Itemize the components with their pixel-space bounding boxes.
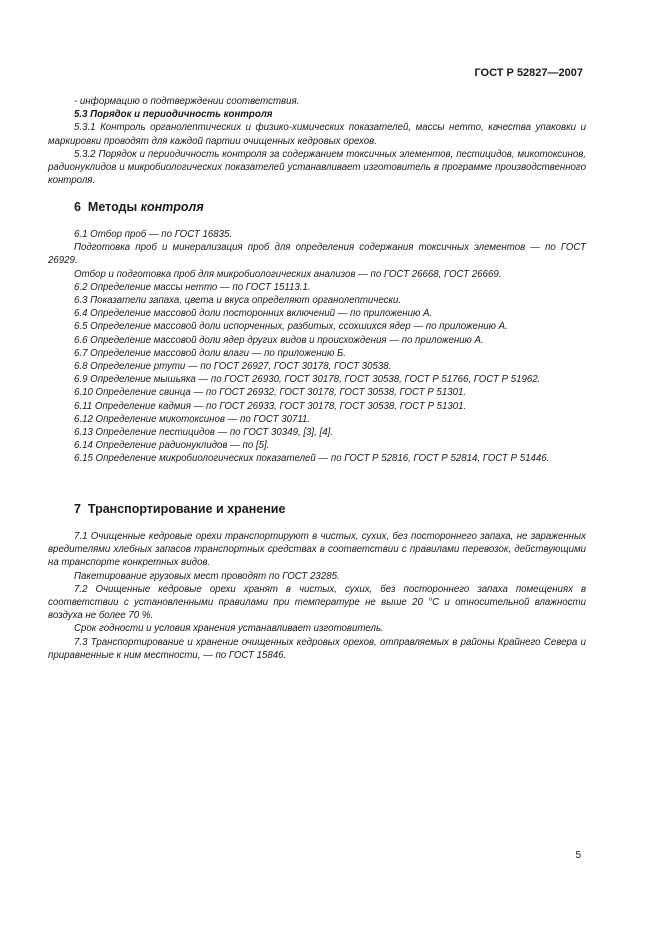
paragraph: Отбор и подготовка проб для микробиологических анализов — по ГОСТ 26668, ГОСТ 26669.	[74, 268, 502, 280]
paragraph: 7.2 Очищенные кедровые орехи хранят в чистых, сухих, без постороннего запаха помещениях в соответствии с установленными правилами при температуре не выше 20 °С и относительной влажности воздуха не более 70 %.	[48, 583, 586, 622]
paragraph: 6.6 Определение массовой доли ядер других видов и происхождения — по приложению А.	[74, 334, 484, 346]
paragraph: - информацию о подтверждении соответствия.	[74, 96, 300, 107]
paragraph: 5.3.2 Порядок и периодичность контроля за содержанием токсичных элементов, пестицидов, микотоксинов, радионуклидов и микробиологических показателей устанавливает изготовитель в программе производственного контроля.	[48, 148, 586, 187]
subsection-heading: 5.3 Порядок и периодичность контроля	[74, 109, 273, 121]
paragraph: Подготовка проб и минерализация проб для определения содержания токсичных элементов — по ГОСТ 26929.	[48, 242, 586, 267]
section-5-continuation	[48, 95, 586, 187]
paragraph: 7.3 Транспортирование и хранение очищенных кедровых орехов, отправляемых в районы Крайнего Севера и приравненные к ним местности, — по ГОСТ 15846.	[48, 636, 586, 661]
paragraph: 6.9 Определение мышьяка — по ГОСТ 26930, ГОСТ 30178, ГОСТ 30538, ГОСТ Р 51766, ГОСТ Р 51962.	[74, 374, 541, 386]
paragraph: 6.4 Определение массовой доли посторонних включений — по приложению А.	[74, 308, 433, 320]
paragraph: 6.8 Определение ртути — по ГОСТ 26927, ГОСТ 30178, ГОСТ 30538.	[74, 361, 392, 373]
paragraph: 6.12 Определение микотоксинов — по ГОСТ 30711.	[74, 413, 311, 425]
paragraph: 6.14 Определение радионуклидов — по [5].	[74, 440, 270, 452]
paragraph: 5.3.1 Контроль органолептических и физико-химических показателей, массы нетто, качества упаковки и маркировки проводят для каждой партии очищенных кедровых орехов.	[48, 122, 586, 147]
paragraph: 6.11 Определение кадмия — по ГОСТ 26933, ГОСТ 30178, ГОСТ 30538, ГОСТ Р 51301.	[74, 400, 467, 412]
document-number: ГОСТ Р 52827—2007	[474, 67, 583, 79]
page-number: 5	[575, 850, 581, 861]
section-6-body	[48, 228, 586, 466]
paragraph: 6.3 Показатели запаха, цвета и вкуса определяют органолептически.	[74, 295, 402, 307]
paragraph: 6.1 Отбор проб — по ГОСТ 16835.	[74, 229, 233, 240]
paragraph: 6.10 Определение свинца — по ГОСТ 26932, ГОСТ 30178, ГОСТ 30538, ГОСТ Р 51301.	[74, 387, 467, 399]
paragraph: Срок годности и условия хранения устанавливает изготовитель.	[74, 623, 384, 635]
paragraph: 7.1 Очищенные кедровые орехи транспортируют в чистых, сухих, без постороннего запаха, не зараженных вредителями хлебных запасов транспортных средствах в соответствии с правилами перевозок, действующими на транспорте конкретных видов.	[48, 531, 586, 569]
paragraph: 6.13 Определение пестицидов — по ГОСТ 30349, [3], [4].	[74, 427, 333, 439]
section-6-heading: 6 Методы контроля	[74, 200, 204, 214]
paragraph: Пакетирование грузовых мест проводят по ГОСТ 23285.	[74, 570, 340, 582]
paragraph: 6.2 Определение массы нетто — по ГОСТ 15113.1.	[74, 281, 311, 293]
paragraph: 6.7 Определение массовой доли влаги — по приложению Б.	[74, 347, 346, 359]
section-7-body	[48, 530, 586, 662]
paragraph: 6.5 Определение массовой доли испорченных, разбитых, ссохшихся ядер — по приложению А.	[74, 321, 508, 333]
paragraph: 6.15 Определение микробиологических показателей — по ГОСТ Р 52816, ГОСТ Р 52814, ГОСТ Р 51446.	[74, 453, 550, 465]
section-7-heading: 7 Транспортирование и хранение	[74, 502, 286, 516]
